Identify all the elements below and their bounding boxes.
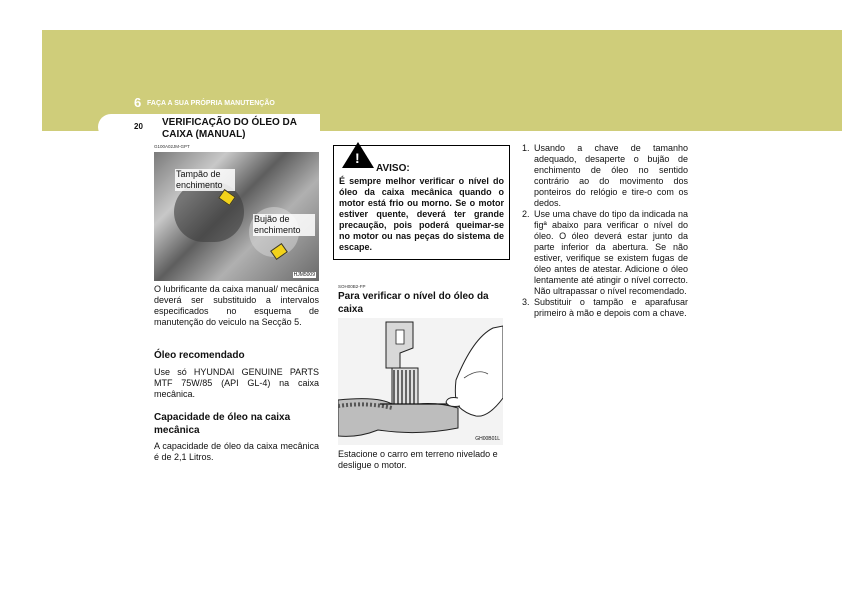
warning-box: ! AVISO: É sempre melhor verificar o nível do óleo da caixa mecânica quando o motor está frio ou morno. Se o motor estiver quente, deverá ter grande precaução, pois poderá queimar-se no motor ou nas peças do sistema de escape. [333,145,510,260]
heading-oil-capacity: Capacidade de óleo na caixa mecânica [154,412,291,436]
list-item [522,297,688,319]
dipstick-illustration [338,318,503,445]
heading-recommended-oil: Óleo recomendado [154,350,245,361]
step-text: Usando a chave de tamanho adequado, desaperte o bujão de enchimento de óleo no sentido contrário ao do movimento dos ponteiros do relógio e tire-o com os dedos. [534,143,688,208]
chapter-title: FAÇA A SUA PRÓPRIA MANUTENÇÃO [147,100,275,107]
figure-caption: Estacione o carro em terreno nivelado e desligue o motor. [338,449,498,470]
intro-paragraph: O lubrificante da caixa manual/ mecânica deverá ser substituido a intervalos especificados no esquema de manutenção do veiculo na Secção 5. [154,284,319,327]
heading-check-oil-level: Para verificar o nível do óleo da caixa [338,291,489,315]
photo-label-filler-plug: Bujão de enchimento [253,214,315,236]
section-code: SOH00B2-FP [338,284,366,289]
warning-title: AVISO: [376,163,410,174]
section-code: G100A02JM-GPT [154,144,190,149]
step-text: Use uma chave do tipo da indicada na figª abaixo para verificar o nível do óleo. O óleo deverá estar junto da parte inferior da abertura. Se não estiver, verifique se existem fugas de óleo antes de atestar. Adicione o óleo lentamente até atingir o nível correcto. Não ultrapassar o nível recomendado. [534,209,688,296]
photo-label-filler-cap: Tampão de enchimento [175,169,235,191]
step-text: Substituir o tampão e aparafusar primeiro à mão e depois com a chave. [534,297,688,318]
transmission-photo [154,152,319,281]
recommended-oil-text: Use só HYUNDAI GENUINE PARTS MTF 75W/85 (API GL-4) na caixa mecânica. [154,367,319,399]
dipstick-illustration-svg [338,318,503,445]
figure-code: HJM5009 [293,272,315,278]
list-item [522,143,688,209]
step-number: 3. [522,297,530,307]
oil-capacity-text: A capacidade de óleo da caixa mecânica é de 2,1 Litros. [154,441,319,462]
figure-code: GH00B01L [475,436,500,442]
page-number: 20 [134,122,143,131]
step-number: 2. [522,209,530,219]
step-number: 1. [522,143,530,153]
chapter-number: 6 [134,95,142,110]
warning-text: É sempre melhor verificar o nível do óleo da caixa mecânica quando o motor está frio ou morno. Se o motor estiver quente, deverá ter grande precaução, pois poderá queimar-se no motor ou nas peças do sistema de escape. [339,176,504,252]
steps-list [522,143,688,319]
section-title: VERIFICAÇÃO DO ÓLEO DA CAIXA (MANUAL) [162,117,297,140]
list-item [522,209,688,297]
